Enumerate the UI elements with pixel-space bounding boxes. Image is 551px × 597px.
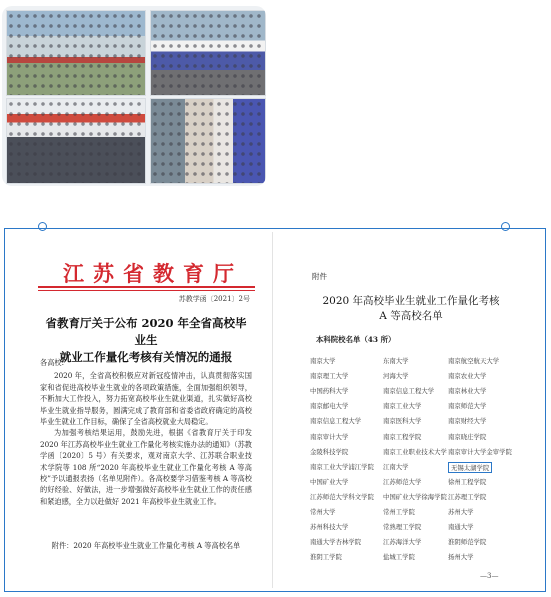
school-name: 扬州大学	[448, 553, 474, 562]
frame-ring-right-icon	[501, 222, 510, 231]
annex-title-line1: 2020 年高校毕业生就业工作量化考核	[322, 295, 500, 307]
school-name: 南京信息工程大学	[310, 417, 362, 426]
red-rule-thin	[38, 290, 255, 291]
school-name: 南京审计大学	[310, 432, 349, 441]
school-name: 南京农业大学	[448, 372, 487, 381]
annex-title-line2: A 等高校名单	[379, 310, 443, 322]
school-name: 江苏理工学院	[448, 492, 487, 501]
school-name: 南京大学	[310, 357, 336, 365]
school-name: 南京晓庄学院	[448, 432, 487, 441]
annex-label: 附件	[312, 272, 327, 281]
school-name: 苏州科技大学	[310, 523, 349, 532]
school-name: 南通大学杏林学院	[310, 538, 362, 547]
school-name: 南京信息工程大学	[383, 387, 435, 396]
salutation: 各高校:	[40, 358, 64, 367]
school-name: 南京工业大学	[383, 402, 422, 411]
school-name: 南京医科大学	[383, 417, 422, 426]
school-name: 南京师范大学	[448, 402, 487, 411]
school-name: 南京财经大学	[448, 417, 487, 426]
school-name: 南京理工大学	[310, 372, 349, 381]
photo-students-reading	[150, 98, 266, 184]
paragraph-1: 2020 年，全省高校积极应对新冠疫情冲击，认真贯彻落实国家和省促进高校毕业生就业的各项政策措施，全面加强组织领导，不断加大工作投入，努力拓宽高校毕业生就业渠道，扎实做好高校毕业生就业指导服务，圆满完成了教育部和省委省政府确定的高校毕业生就业工作目标，确保了全省高校就业大局稳定。	[40, 371, 252, 427]
school-name: 南京林业大学	[448, 387, 487, 396]
school-name: 东南大学	[383, 357, 409, 365]
frame-ring-left-icon	[38, 222, 47, 231]
school-name: 南京工程学院	[383, 432, 422, 441]
photo-recruitment-booth	[150, 10, 266, 96]
school-name: 南京工业职业技术大学	[383, 447, 447, 456]
school-name: 常州大学	[310, 508, 336, 516]
doc-body	[40, 357, 252, 507]
school-name: 中国矿业大学	[310, 477, 349, 486]
photo-job-fair-outdoor	[6, 10, 146, 96]
attachment-line: 附件：2020 年高校毕业生就业工作量化考核 A 等高校名单	[51, 541, 241, 550]
doc-number: 苏教学函〔2021〕2号	[178, 295, 250, 303]
school-name: 淮阴师范学院	[448, 538, 487, 547]
school-name: 江苏海洋大学	[383, 538, 422, 547]
school-name: 中国药科大学	[310, 387, 349, 396]
red-rule	[38, 286, 255, 288]
paragraph-2: 为加强考核结果运用，鼓励先进，根据《省教育厅关于印发 2020 年江苏高校毕业生就业工作量化考核实施办法的通知》（苏教学函〔2020〕5 号）有关要求，观对南京大学、江苏联合职业技术学院等 108 所“2020 年高校毕业生就业工作量化考核 A 等高校”予以通报表扬（名单见附件）。各高校要学习借鉴考核 A 等高校的好经验、好做法，进一步增强做好高校毕业生就业工作的责任感和紧迫感，全力以赴做好 2021 年高校毕业生就业工作。	[40, 428, 252, 506]
school-name: 盐城工学院	[383, 553, 415, 562]
annex-sub-heading: 本科院校名单（43 所）	[316, 335, 396, 344]
doc-title-line1: 省教育厅关于公布 2020 年全省高校毕业生	[45, 316, 247, 347]
highlighted-school: 无锡太湖学院	[448, 462, 492, 473]
school-name: 苏州大学	[448, 508, 474, 516]
school-name: 常州工学院	[383, 508, 415, 516]
photo-conference-hall	[6, 98, 146, 184]
school-name: 江苏师范大学科文学院	[310, 492, 374, 501]
school-name: 南通大学	[448, 523, 474, 532]
school-name: 中国矿业大学徐海学院	[383, 492, 447, 501]
doc-header: 江苏省教育厅	[63, 261, 243, 286]
school-name: 江苏师范大学	[383, 477, 422, 486]
school-name: 河海大学	[383, 372, 409, 381]
school-name: 南京航空航天大学	[448, 357, 500, 365]
school-name: 常熟理工学院	[383, 523, 422, 532]
page-divider	[272, 232, 273, 588]
school-name: 淮阴工学院	[310, 553, 342, 562]
annex-title	[292, 294, 530, 324]
doc-title-line2: 就业工作量化考核有关情况的通报	[59, 350, 233, 364]
school-name: 南京审计大学金审学院	[448, 447, 512, 456]
school-name: 徐州工程学院	[448, 477, 487, 486]
page-number: —3—	[480, 572, 499, 580]
school-name: 江南大学	[383, 462, 409, 471]
photo-collage	[2, 6, 266, 186]
school-name: 金陵科技学院	[310, 447, 349, 456]
school-name: 南京工业大学浦江学院	[310, 462, 374, 471]
school-name: 南京邮电大学	[310, 402, 349, 411]
